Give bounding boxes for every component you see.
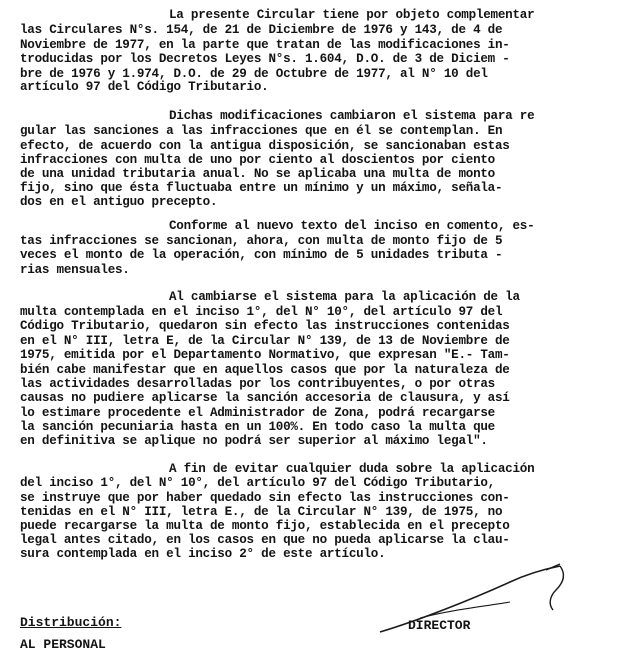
paragraph-1-line-5: bre de 1976 y 1.974, D.O. de 29 de Octubre de 1977, al N° 10 del <box>20 67 488 81</box>
paragraph-4-line-1: Al cambiarse el sistema para la aplicación de la <box>169 290 520 304</box>
paragraph-4-line-9: lo estimare procedente el Administrador de Zona, podrá recargarse <box>20 406 495 420</box>
paragraph-2-line-6: fijo, sino que ésta fluctuaba entre un mínimo y un máximo, señala- <box>20 181 503 195</box>
signature-scribble <box>360 560 590 640</box>
paragraph-5-line-3: se instruye que por haber quedado sin efecto las instrucciones con- <box>20 491 510 505</box>
paragraph-4-line-8: causas no pudiere aplicarse la sanción accesoria de clausura, y así <box>20 391 510 405</box>
paragraph-4-line-10: la sanción pecuniaria hasta en un 100%. En todo caso la multa que <box>20 420 495 434</box>
paragraph-4-line-2: multa contemplada en el inciso 1°, del N° 10°, del artículo 97 del <box>20 305 503 319</box>
paragraph-5-line-1: A fin de evitar cualquier duda sobre la aplicación <box>169 462 535 476</box>
paragraph-3-line-2: tas infracciones se sancionan, ahora, con multa de monto fijo de 5 <box>20 234 503 248</box>
paragraph-5-line-6: legal antes citado, en los casos en que no pueda aplicarse la clau- <box>20 533 510 547</box>
paragraph-1-line-6: artículo 97 del Código Tributario. <box>20 80 269 94</box>
paragraph-1-line-2: las Circulares N°s. 154, de 21 de Diciembre de 1976 y 143, de 4 de <box>20 23 503 37</box>
distribution-value: AL PERSONAL <box>20 637 106 652</box>
paragraph-3-line-4: rias mensuales. <box>20 263 130 277</box>
signatory-title: DIRECTOR <box>408 618 471 633</box>
paragraph-2-line-7: dos en el antiguo precepto. <box>20 195 218 209</box>
paragraph-4-line-4: en el N° III, letra E, de la Circular N° 139, de 13 de Noviembre de <box>20 334 510 348</box>
paragraph-2-line-4: infracciones con multa de uno por ciento al doscientos por ciento <box>20 153 495 167</box>
paragraph-1-line-4: troducidas por los Decretos Leyes N°s. 1.604, D.O. de 3 de Diciem - <box>20 52 510 66</box>
paragraph-3-line-3: veces el monto de la operación, con mínimo de 5 unidades tributa - <box>20 248 503 262</box>
paragraph-5-line-2: del inciso 1°, del N° 10°, del artículo 97 del Código Tributario, <box>20 476 495 490</box>
distribution-label: Distribución: <box>20 615 122 630</box>
paragraph-5-line-4: tenidas en el N° III, letra E., de la Circular N° 139, de 1975, no <box>20 505 503 519</box>
paragraph-4-line-7: las actividades desarrolladas por los contribuyentes, o por otras <box>20 377 495 391</box>
paragraph-2-line-3: efecto, de acuerdo con la antigua disposición, se sancionaban estas <box>20 139 510 153</box>
paragraph-5-line-7: sura contemplada en el inciso 2° de este artículo. <box>20 547 386 561</box>
paragraph-1-line-1: La presente Circular tiene por objeto complementar <box>169 8 535 22</box>
paragraph-1-line-3: Noviembre de 1977, en la parte que tratan de las modificaciones in- <box>20 38 510 52</box>
paragraph-4-line-3: Código Tributario, quedaron sin efecto las instrucciones contenidas <box>20 319 510 333</box>
paragraph-2-line-1: Dichas modificaciones cambiaron el sistema para re <box>169 109 535 123</box>
paragraph-4-line-6: bién cabe manifestar que en aquellos casos que por la naturaleza de <box>20 363 510 377</box>
paragraph-2-line-5: de una unidad tributaria anual. No se aplicaba una multa de monto <box>20 167 495 181</box>
paragraph-5-line-5: puede recargarse la multa de monto fijo, establecida en el precepto <box>20 519 510 533</box>
paragraph-4-line-11: en definitiva se aplique no podrá ser superior al máximo legal". <box>20 434 488 448</box>
paragraph-3-line-1: Conforme al nuevo texto del inciso en comento, es- <box>169 219 535 233</box>
paragraph-2-line-2: gular las sanciones a las infracciones que en él se contemplan. En <box>20 124 503 138</box>
paragraph-4-line-5: 1975, emitida por el Departamento Normativo, que expresan "E.- Tam- <box>20 348 510 362</box>
